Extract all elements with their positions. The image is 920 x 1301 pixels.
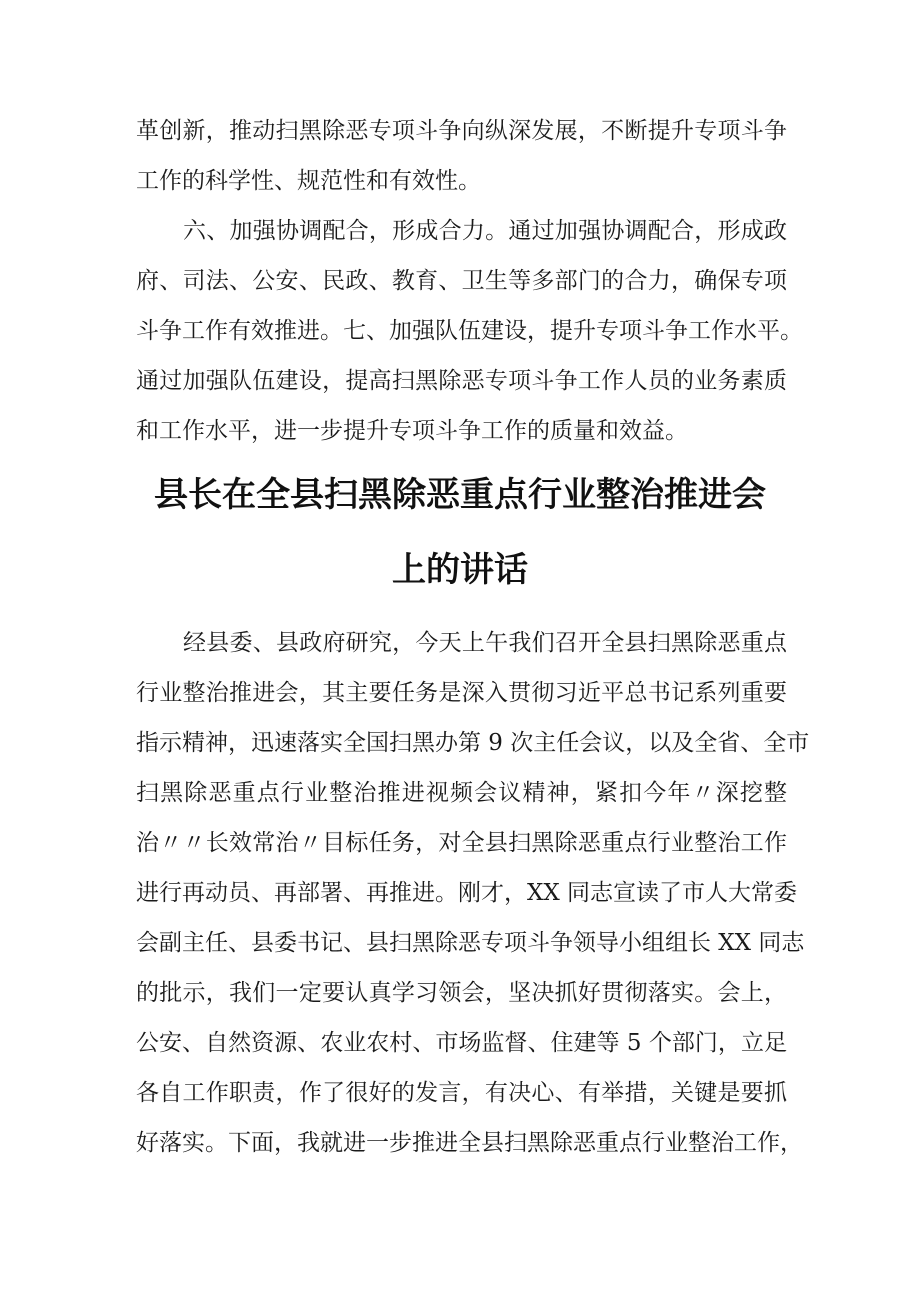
body-text-line: 和工作水平，进一步提升专项斗争工作的质量和效益。 [136,418,688,444]
body-text-line: 工作的科学性、规范性和有效性。 [136,168,481,194]
body-text-line: 的批示，我们一定要认真学习领会，坚决抓好贯彻落实。会上， [136,980,787,1006]
body-text-line: 指示精神，迅速落实全国扫黑办第 9 次主任会议，以及全省、全市 [136,730,810,756]
body-text-line: 行业整治推进会，其主要任务是深入贯彻习近平总书记系列重要 [136,680,787,706]
body-text-line: 治〃〃长效常治〃目标任务，对全县扫黑除恶重点行业整治工作 [136,830,787,856]
body-text-line: 通过加强队伍建设，提高扫黑除恶专项斗争工作人员的业务素质 [136,368,787,394]
document-title: 县长在全县扫黑除恶重点行业整治推进会 [154,475,766,515]
body-text-line: 好落实。下面，我就进一步推进全县扫黑除恶重点行业整治工作， [136,1130,803,1156]
document-title: 上的讲话 [392,550,528,590]
body-text-line: 扫黑除恶重点行业整治推进视频会议精神，紧扣今年〃深挖整 [136,780,787,806]
body-text-line: 各自工作职责，作了很好的发言，有决心、有举措，关键是要抓 [136,1080,787,1106]
body-text-line: 革创新，推动扫黑除恶专项斗争向纵深发展，不断提升专项斗争 [136,118,787,144]
body-text-line: 进行再动员、再部署、再推进。刚才，XX 同志宣读了市人大常委 [136,880,798,906]
body-text-line: 公安、自然资源、农业农村、市场监督、住建等 5 个部门，立足 [136,1030,787,1056]
body-text-line: 六、加强协调配合，形成合力。通过加强协调配合，形成政 [183,218,787,244]
body-text-line: 经县委、县政府研究，今天上午我们召开全县扫黑除恶重点 [183,630,787,656]
body-text-line: 府、司法、公安、民政、教育、卫生等多部门的合力，确保专项 [136,268,787,294]
body-text-line: 斗争工作有效推进。七、加强队伍建设，提升专项斗争工作水平。 [136,318,803,344]
body-text-line: 会副主任、县委书记、县扫黑除恶专项斗争领导小组组长 XX 同志 [136,930,805,956]
